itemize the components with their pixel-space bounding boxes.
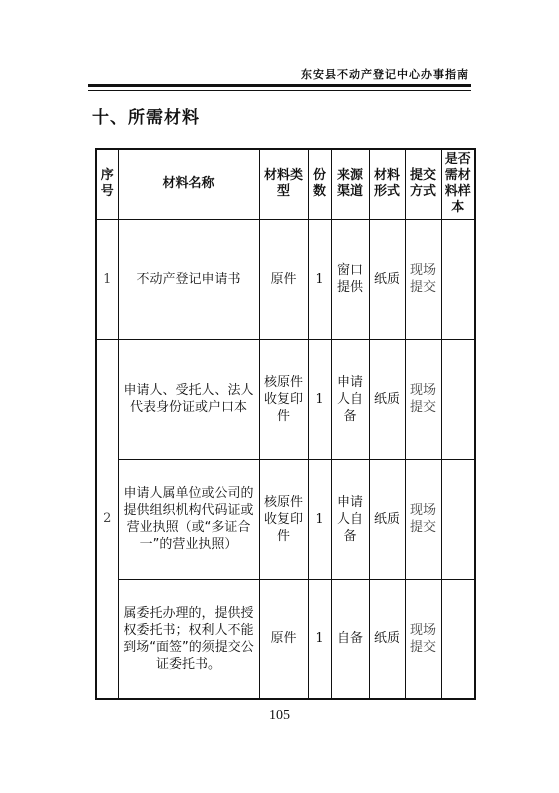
- row-submit: 现场提交: [405, 219, 441, 339]
- section-title: 十、所需材料: [92, 108, 200, 128]
- row-source: 窗口提供: [331, 219, 369, 339]
- row-copies: 1: [308, 579, 331, 699]
- row-submit: 现场提交: [405, 579, 441, 699]
- row-name: 申请人、受托人、法人代表身份证或户口本: [118, 339, 259, 459]
- table-row: [96, 579, 475, 699]
- row-form: 纸质: [369, 219, 405, 339]
- header-rule-thick: [88, 84, 471, 87]
- row-type: 核原件收复印件: [259, 459, 308, 579]
- row-submit: 现场提交: [405, 339, 441, 459]
- row-sample: [441, 339, 475, 459]
- header-copies: 份数: [308, 149, 331, 219]
- row-form: 纸质: [369, 459, 405, 579]
- row-form: 纸质: [369, 579, 405, 699]
- page-number: 105: [269, 708, 290, 723]
- row-copies: 1: [308, 459, 331, 579]
- header-rule-thin: [88, 90, 471, 91]
- row-type: 原件: [259, 579, 308, 699]
- header-seq: 序号: [96, 149, 118, 219]
- row-name: 属委托办理的，提供授权委托书；权利人不能到场“面签”的须提交公证委托书。: [118, 579, 259, 699]
- header-submit: 提交方式: [405, 149, 441, 219]
- row-type: 核原件收复印件: [259, 339, 308, 459]
- table-row: [96, 219, 475, 339]
- row-sample: [441, 219, 475, 339]
- table-row: [96, 459, 475, 579]
- table-row: [96, 339, 475, 459]
- row-type: 原件: [259, 219, 308, 339]
- row-seq: 2: [96, 339, 118, 699]
- running-header: 东安县不动产登记中心办事指南: [301, 68, 469, 81]
- row-source: 申请人自备: [331, 459, 369, 579]
- header-type: 材料类型: [259, 149, 308, 219]
- row-name: 申请人属单位或公司的提供组织机构代码证或营业执照（或“多证合一”的营业执照）: [118, 459, 259, 579]
- row-sample: [441, 579, 475, 699]
- row-source: 申请人自备: [331, 339, 369, 459]
- materials-table: [95, 148, 476, 700]
- row-seq: 1: [96, 219, 118, 339]
- table-header-row: [96, 149, 475, 219]
- row-name: 不动产登记申请书: [118, 219, 259, 339]
- header-sample: 是否需材料样本: [441, 149, 475, 219]
- header-source: 来源渠道: [331, 149, 369, 219]
- row-sample: [441, 459, 475, 579]
- row-copies: 1: [308, 339, 331, 459]
- row-form: 纸质: [369, 339, 405, 459]
- header-name: 材料名称: [118, 149, 259, 219]
- row-copies: 1: [308, 219, 331, 339]
- header-form: 材料形式: [369, 149, 405, 219]
- row-submit: 现场提交: [405, 459, 441, 579]
- row-source: 自备: [331, 579, 369, 699]
